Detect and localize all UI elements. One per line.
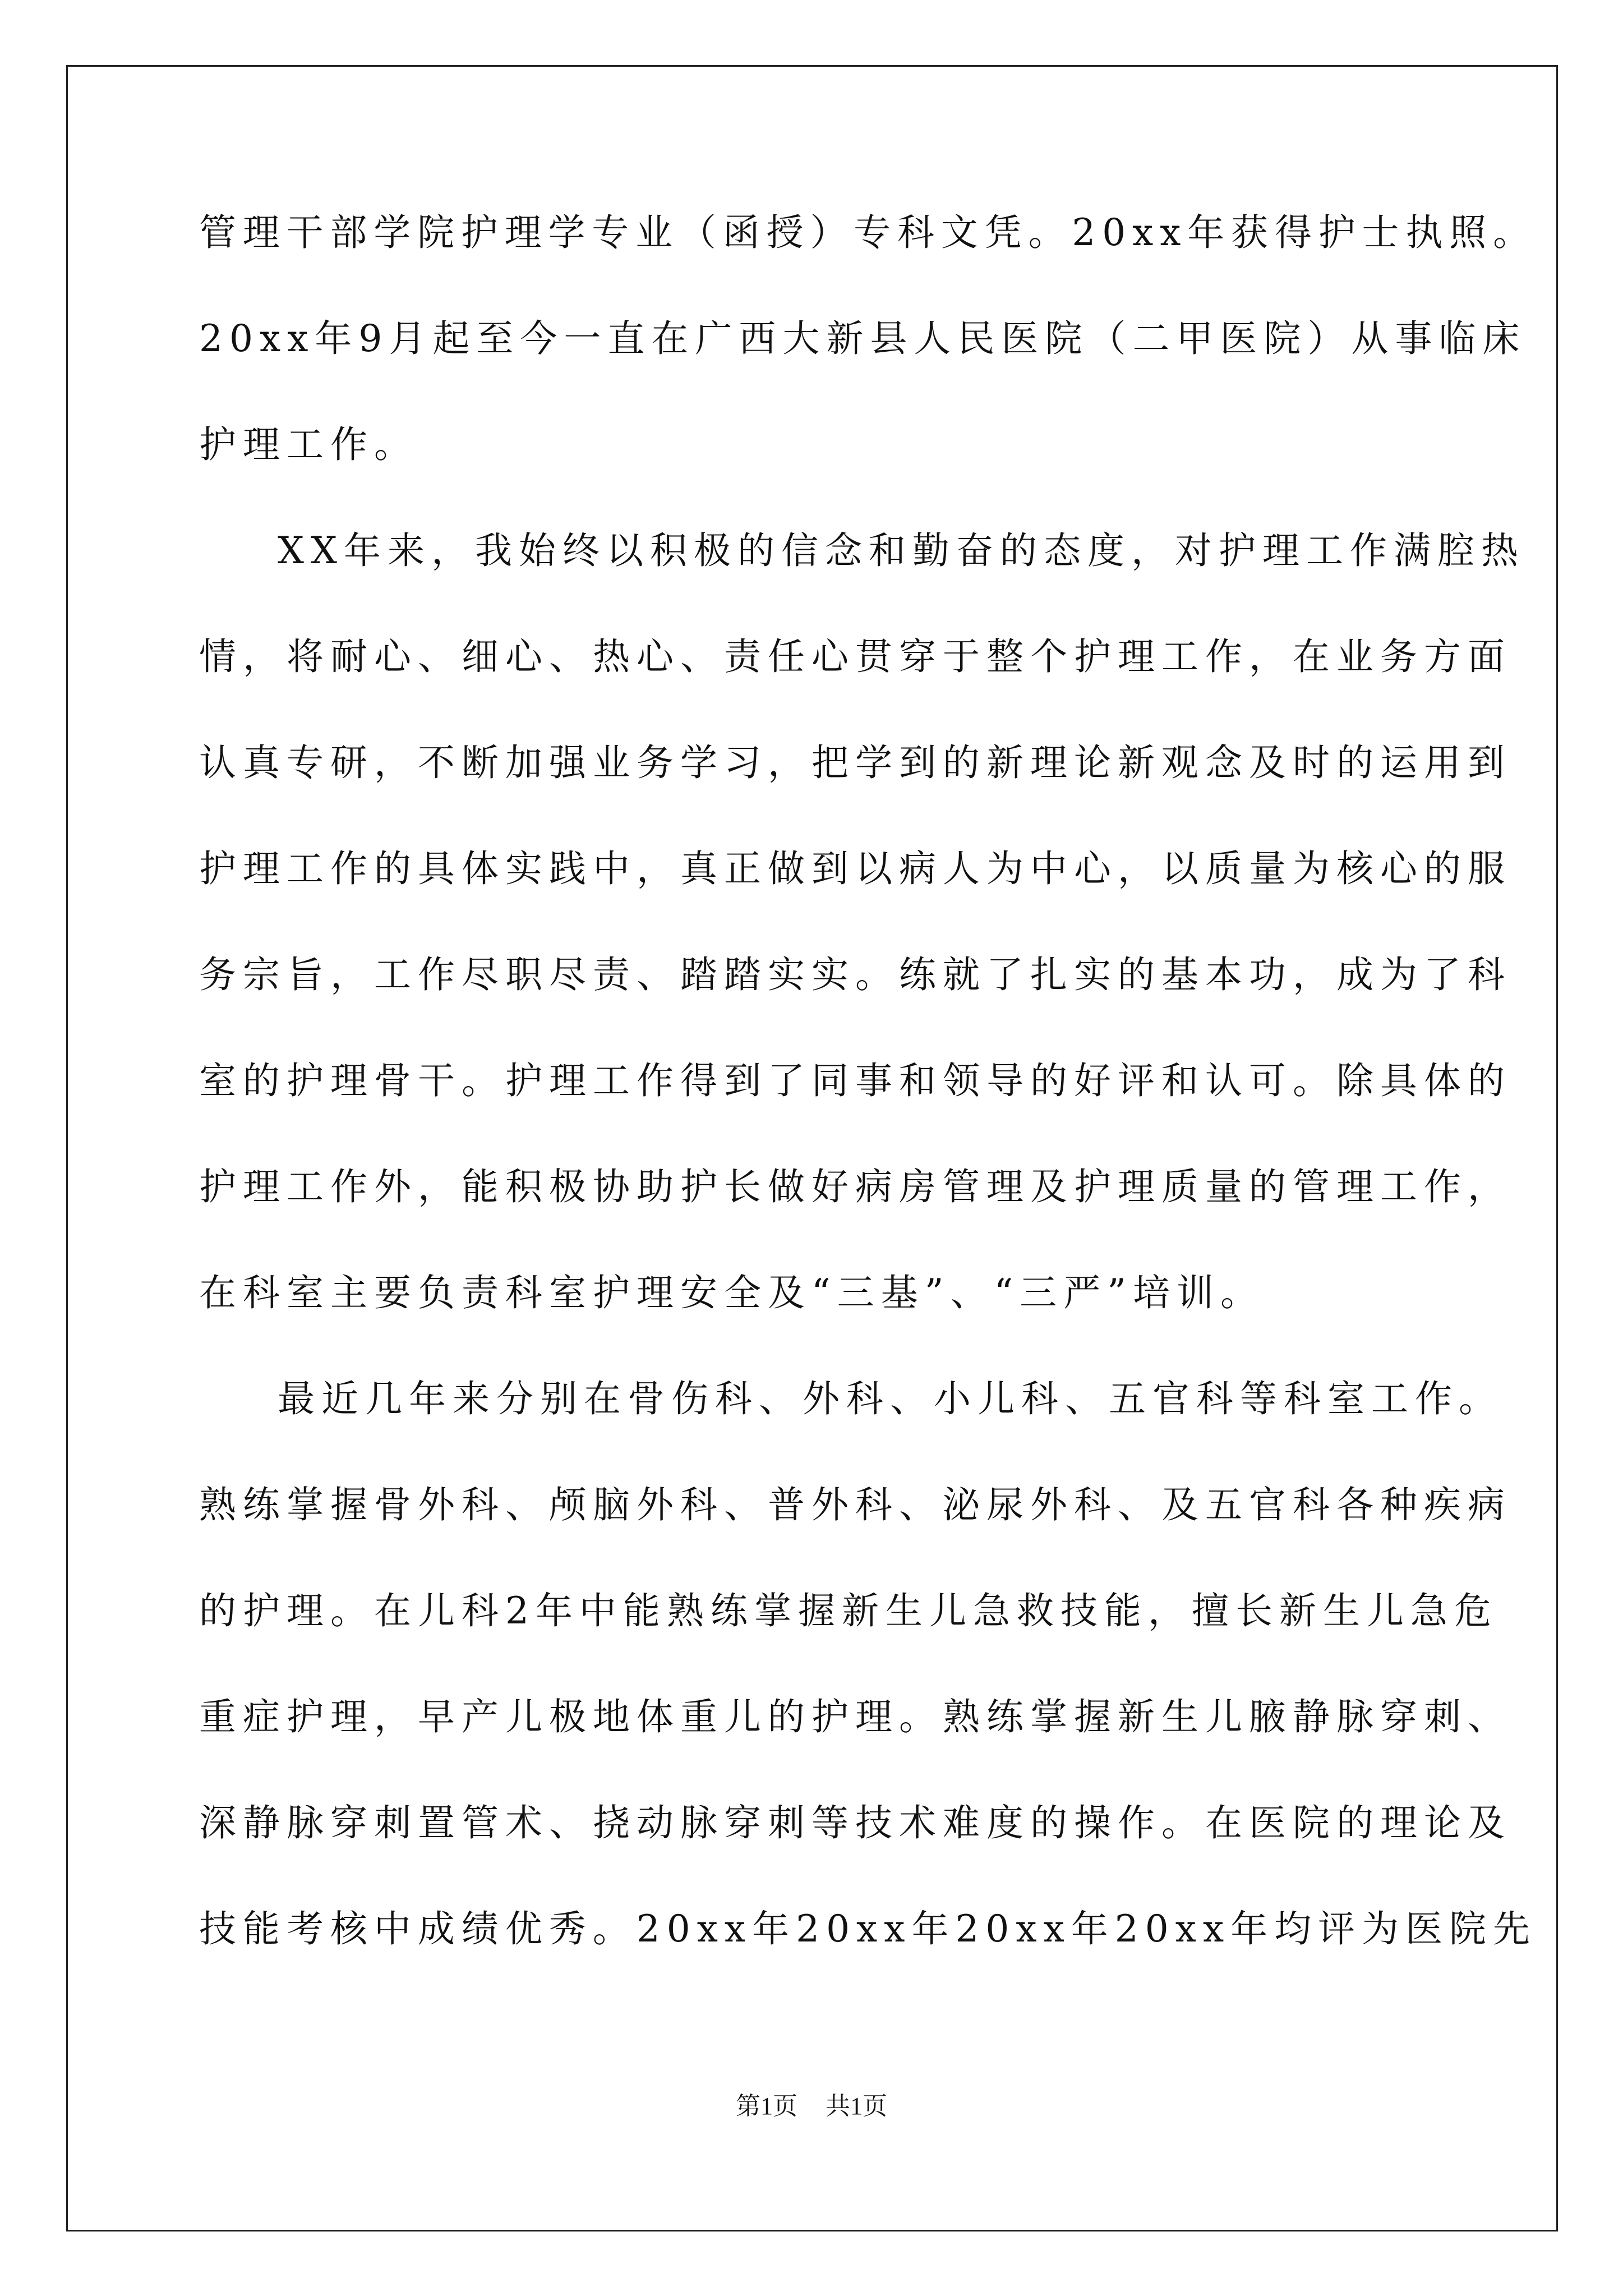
text-line: 熟练掌握骨外科、颅脑外科、普外科、泌尿外科、及五官科各种疾病 [199, 1483, 1511, 1526]
text-line: 深静脉穿刺置管术、挠动脉穿刺等技术难度的操作。在医院的理论及 [199, 1801, 1511, 1844]
text-line: 务宗旨，工作尽职尽责、踏踏实实。练就了扎实的基本功，成为了科 [199, 953, 1511, 996]
text-line: 护理工作。 [199, 423, 418, 466]
text-line: 技能考核中成绩优秀。20xx年20xx年20xx年20xx年均评为医院先 [199, 1907, 1537, 1950]
text-line: 管理干部学院护理学专业（函授）专科文凭。20xx年获得护士执照。 [199, 211, 1537, 254]
text-line: 护理工作外，能积极协助护长做好病房管理及护理质量的管理工作， [199, 1165, 1511, 1208]
page-total: 共1页 [826, 2092, 887, 2120]
paragraph-start-line: XX年来，我始终以积极的信念和勤奋的态度，对护理工作满腔热 [278, 529, 1525, 572]
page-number: 第1页 [736, 2092, 797, 2120]
text-line: 20xx年9月起至今一直在广西大新县人民医院（二甲医院）从事临床 [199, 317, 1527, 360]
page-footer [0, 2091, 1623, 2122]
text-line: 重症护理，早产儿极地体重儿的护理。熟练掌握新生儿腋静脉穿刺、 [199, 1695, 1511, 1738]
text-line: 护理工作的具体实践中，真正做到以病人为中心，以质量为核心的服 [199, 847, 1511, 890]
text-line: 的护理。在儿科2年中能熟练掌握新生儿急救技能，擅长新生儿急危 [199, 1589, 1498, 1632]
text-line: 认真专研，不断加强业务学习，把学到的新理论新观念及时的运用到 [199, 741, 1511, 784]
text-line: 情，将耐心、细心、热心、责任心贯穿于整个护理工作，在业务方面 [199, 635, 1511, 678]
paragraph-start-line: 最近几年来分别在骨伤科、外科、小儿科、五官科等科室工作。 [278, 1377, 1502, 1420]
text-line: 室的护理骨干。护理工作得到了同事和领导的好评和认可。除具体的 [199, 1059, 1511, 1102]
text-line: 在科室主要负责科室护理安全及“三基”、“三严”培训。 [199, 1271, 1264, 1314]
